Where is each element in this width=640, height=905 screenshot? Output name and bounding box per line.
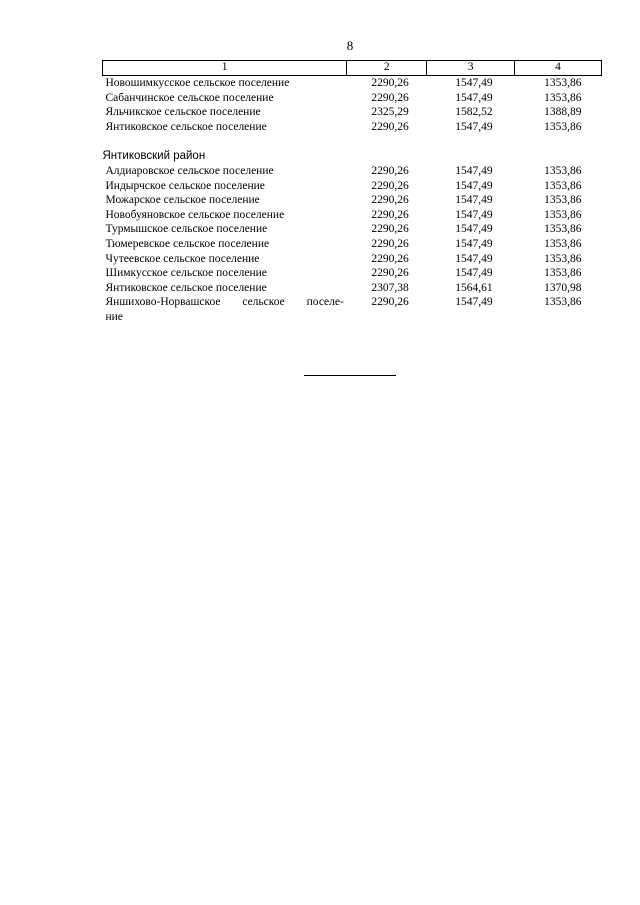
value-col-3: 1547,49	[455, 208, 493, 221]
value-col-4: 1353,86	[544, 194, 582, 207]
settlement-name: Янтиковское сельское поселение	[105, 281, 267, 294]
value-col-3: 1547,49	[455, 91, 493, 104]
table-row	[103, 222, 602, 237]
value-col-4: 1353,86	[544, 91, 582, 104]
value-col-4: 1353,86	[544, 120, 582, 133]
value-col-4: 1353,86	[544, 164, 582, 177]
value-col-3: 1547,49	[455, 194, 493, 207]
table-row	[103, 193, 602, 208]
settlement-name-multiline	[103, 295, 347, 324]
table-row	[103, 105, 602, 120]
settlement-name: Чутеевское сельское поселение	[105, 252, 260, 265]
header-col-3: 3	[427, 61, 515, 76]
value-col-2: 2290,26	[371, 223, 409, 236]
settlement-name: Новобуяновское сельское поселение	[105, 208, 285, 221]
settlement-name: Можарское сельское поселение	[105, 194, 260, 207]
settlement-name: Тюмеревское сельское поселение	[105, 237, 270, 250]
table-row	[103, 295, 602, 324]
value-col-2: 2290,26	[371, 296, 409, 309]
value-col-3: 1547,49	[455, 120, 493, 133]
table-row	[103, 164, 602, 179]
header-col-4: 4	[515, 61, 602, 76]
value-col-2: 2325,29	[371, 106, 409, 119]
table-row	[103, 120, 602, 135]
value-col-2: 2290,26	[371, 252, 409, 265]
section-title: Янтиковский район	[102, 150, 206, 163]
value-col-4: 1388,89	[544, 106, 582, 119]
value-col-3: 1547,49	[455, 223, 493, 236]
value-col-3: 1582,52	[455, 106, 493, 119]
table-row	[103, 179, 602, 194]
end-of-document-divider	[304, 375, 396, 376]
value-col-3: 1547,49	[455, 296, 493, 309]
section-row	[103, 149, 602, 164]
settlement-name: Яльчикское сельское поселение	[105, 106, 261, 119]
value-col-2: 2290,26	[371, 120, 409, 133]
settlement-name: Янтиковское сельское поселение	[105, 120, 267, 133]
value-col-3: 1547,49	[455, 252, 493, 265]
table-row	[103, 266, 602, 281]
table-row	[103, 237, 602, 252]
table-header	[103, 61, 602, 76]
table-row	[103, 208, 602, 223]
value-col-3: 1547,49	[455, 179, 493, 192]
value-col-4: 1353,86	[544, 208, 582, 221]
value-col-3: 1564,61	[455, 281, 493, 294]
value-col-3: 1547,49	[455, 237, 493, 250]
value-col-2: 2290,26	[371, 91, 409, 104]
value-col-2: 2290,26	[371, 237, 409, 250]
page-number: 8	[346, 38, 354, 53]
settlement-name: Турмышское сельское поселение	[105, 223, 268, 236]
table-row	[103, 91, 602, 106]
table-row	[103, 76, 602, 91]
value-col-3: 1547,49	[455, 267, 493, 280]
header-col-1: 1	[103, 61, 347, 76]
value-col-3: 1547,49	[455, 164, 493, 177]
value-col-4: 1353,86	[544, 179, 582, 192]
header-col-2: 2	[347, 61, 427, 76]
table-row	[103, 252, 602, 267]
settlement-name: Шимкусское сельское поселение	[105, 267, 267, 280]
value-col-2: 2290,26	[371, 267, 409, 280]
settlement-name: Индырчское сельское поселение	[105, 179, 265, 192]
value-col-2: 2290,26	[371, 164, 409, 177]
tariff-table	[102, 60, 602, 325]
value-col-4: 1353,86	[544, 296, 582, 309]
value-col-2: 2307,38	[371, 281, 409, 294]
value-col-4: 1353,86	[544, 223, 582, 236]
value-col-4: 1353,86	[544, 237, 582, 250]
value-col-2: 2290,26	[371, 194, 409, 207]
settlement-name: Сабанчинское сельское поселение	[105, 91, 274, 104]
settlement-name-line-2: ние	[105, 310, 123, 323]
value-col-2: 2290,26	[371, 208, 409, 221]
settlement-name: Новошимкусское сельское поселение	[105, 77, 290, 89]
table-row	[103, 281, 602, 296]
value-col-4: 1370,98	[544, 281, 582, 294]
value-col-4: 1353,86	[544, 77, 582, 89]
value-col-3: 1547,49	[455, 77, 493, 89]
value-col-4: 1353,86	[544, 267, 582, 280]
value-col-4: 1353,86	[544, 252, 582, 265]
settlement-name-line-1: Яншихово-Норвашское сельское поселе-	[105, 296, 344, 309]
spacer-row	[103, 134, 602, 149]
value-col-2: 2290,26	[371, 77, 409, 89]
value-col-2: 2290,26	[371, 179, 409, 192]
settlement-name: Алдиаровское сельское поселение	[105, 164, 274, 177]
